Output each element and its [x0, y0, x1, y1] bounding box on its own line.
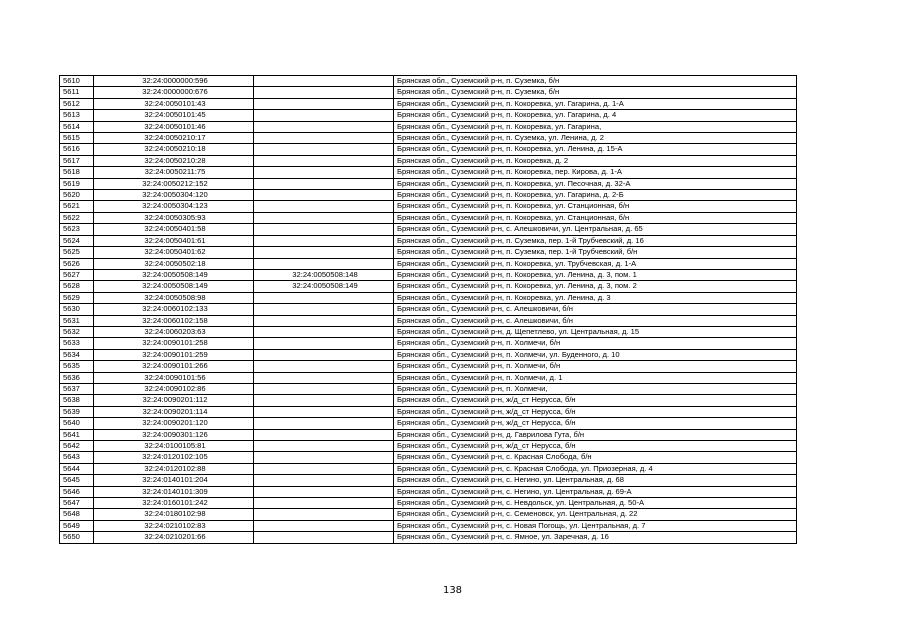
- table-row: [60, 190, 797, 201]
- previous-number-cell: [254, 76, 394, 87]
- address-cell: Брянская обл., Суземский р-н, п. Холмечи, д. 1: [394, 372, 797, 383]
- table-row: [60, 532, 797, 543]
- address-cell: Брянская обл., Суземский р-н, п. Кокоревка, ул. Песочная, д. 32-А: [394, 178, 797, 189]
- previous-number-cell: [254, 235, 394, 246]
- cadastral-number-cell: 32:24:0050210:28: [94, 155, 254, 166]
- row-number-cell: 5631: [60, 315, 94, 326]
- previous-number-cell: [254, 406, 394, 417]
- address-cell: Брянская обл., Суземский р-н, с. Невдольск, ул. Центральная, д. 50-А: [394, 498, 797, 509]
- row-number-cell: 5648: [60, 509, 94, 520]
- cadastral-number-cell: 32:24:0180102:98: [94, 509, 254, 520]
- registry-table-body: [60, 76, 797, 544]
- cadastral-number-cell: 32:24:0210102:83: [94, 520, 254, 531]
- address-cell: Брянская обл., Суземский р-н, ж/д_ст Нерусса, б/н: [394, 395, 797, 406]
- address-cell: Брянская обл., Суземский р-н, ж/д_ст Нерусса, б/н: [394, 418, 797, 429]
- row-number-cell: 5634: [60, 349, 94, 360]
- cadastral-number-cell: 32:24:0100105:81: [94, 441, 254, 452]
- address-cell: Брянская обл., Суземский р-н, п. Холмечи, б/н: [394, 361, 797, 372]
- previous-number-cell: [254, 418, 394, 429]
- table-row: [60, 441, 797, 452]
- cadastral-number-cell: 32:24:0140101:309: [94, 486, 254, 497]
- cadastral-number-cell: 32:24:0090201:120: [94, 418, 254, 429]
- row-number-cell: 5649: [60, 520, 94, 531]
- cadastral-number-cell: 32:24:0160101:242: [94, 498, 254, 509]
- previous-number-cell: [254, 201, 394, 212]
- address-cell: Брянская обл., Суземский р-н, с. Новая Погощь, ул. Центральная, д. 7: [394, 520, 797, 531]
- table-row: [60, 452, 797, 463]
- address-cell: Брянская обл., Суземский р-н, п. Кокоревка, ул. Ленина, д. 3: [394, 292, 797, 303]
- table-row: [60, 326, 797, 337]
- previous-number-cell: [254, 509, 394, 520]
- cadastral-number-cell: 32:24:0050401:58: [94, 224, 254, 235]
- cadastral-number-cell: 32:24:0050212:152: [94, 178, 254, 189]
- row-number-cell: 5642: [60, 441, 94, 452]
- row-number-cell: 5614: [60, 121, 94, 132]
- table-row: [60, 144, 797, 155]
- cadastral-number-cell: 32:24:0090102:86: [94, 383, 254, 394]
- row-number-cell: 5647: [60, 498, 94, 509]
- previous-number-cell: [254, 486, 394, 497]
- row-number-cell: 5622: [60, 212, 94, 223]
- table-row: [60, 258, 797, 269]
- table-row: [60, 395, 797, 406]
- table-row: [60, 406, 797, 417]
- previous-number-cell: [254, 315, 394, 326]
- table-row: [60, 372, 797, 383]
- address-cell: Брянская обл., Суземский р-н, п. Суземка, пер. 1-й Трубчевский, д. 16: [394, 235, 797, 246]
- cadastral-number-cell: 32:24:0090301:126: [94, 429, 254, 440]
- table-row: [60, 281, 797, 292]
- address-cell: Брянская обл., Суземский р-н, п. Суземка, б/н: [394, 76, 797, 87]
- cadastral-number-cell: 32:24:0050101:46: [94, 121, 254, 132]
- table-row: [60, 429, 797, 440]
- row-number-cell: 5610: [60, 76, 94, 87]
- address-cell: Брянская обл., Суземский р-н, п. Кокоревка, ул. Гагарина, д. 1-А: [394, 98, 797, 109]
- previous-number-cell: [254, 532, 394, 543]
- table-row: [60, 304, 797, 315]
- previous-number-cell: [254, 326, 394, 337]
- table-row: [60, 121, 797, 132]
- row-number-cell: 5623: [60, 224, 94, 235]
- cadastral-number-cell: 32:24:0050101:43: [94, 98, 254, 109]
- address-cell: Брянская обл., Суземский р-н, с. Негино, ул. Центральная, д. 68: [394, 475, 797, 486]
- cadastral-number-cell: 32:24:0050210:17: [94, 133, 254, 144]
- cadastral-number-cell: 32:24:0050502:18: [94, 258, 254, 269]
- cadastral-number-cell: 32:24:0090201:112: [94, 395, 254, 406]
- address-cell: Брянская обл., Суземский р-н, п. Кокоревка, ул. Гагарина, д. 4: [394, 110, 797, 121]
- table-row: [60, 87, 797, 98]
- previous-number-cell: [254, 98, 394, 109]
- row-number-cell: 5624: [60, 235, 94, 246]
- table-row: [60, 133, 797, 144]
- cadastral-number-cell: 32:24:0050401:61: [94, 235, 254, 246]
- row-number-cell: 5625: [60, 247, 94, 258]
- previous-number-cell: [254, 338, 394, 349]
- cadastral-number-cell: 32:24:0050101:45: [94, 110, 254, 121]
- previous-number-cell: [254, 361, 394, 372]
- table-row: [60, 520, 797, 531]
- row-number-cell: 5618: [60, 167, 94, 178]
- address-cell: Брянская обл., Суземский р-н, с. Негино, ул. Центральная, д. 69-А: [394, 486, 797, 497]
- cadastral-number-cell: 32:24:0050304:120: [94, 190, 254, 201]
- row-number-cell: 5626: [60, 258, 94, 269]
- previous-number-cell: [254, 498, 394, 509]
- address-cell: Брянская обл., Суземский р-н, п. Кокоревка, ул. Ленина, д. 15-А: [394, 144, 797, 155]
- cadastral-number-cell: 32:24:0050508:149: [94, 281, 254, 292]
- table-row: [60, 475, 797, 486]
- previous-number-cell: [254, 133, 394, 144]
- address-cell: Брянская обл., Суземский р-н, п. Кокоревка, ул. Гагарина, д. 2-Б: [394, 190, 797, 201]
- previous-number-cell: [254, 110, 394, 121]
- row-number-cell: 5640: [60, 418, 94, 429]
- address-cell: Брянская обл., Суземский р-н, с. Алешковичи, б/н: [394, 304, 797, 315]
- previous-number-cell: [254, 121, 394, 132]
- previous-number-cell: [254, 144, 394, 155]
- address-cell: Брянская обл., Суземский р-н, с. Красная Слобода, ул. Приозерная, д. 4: [394, 463, 797, 474]
- table-row: [60, 224, 797, 235]
- previous-number-cell: [254, 520, 394, 531]
- previous-number-cell: [254, 452, 394, 463]
- address-cell: Брянская обл., Суземский р-н, п. Суземка, пер. 1-й Трубчевский, б/н: [394, 247, 797, 258]
- address-cell: Брянская обл., Суземский р-н, п. Суземка, б/н: [394, 87, 797, 98]
- previous-number-cell: [254, 87, 394, 98]
- previous-number-cell: [254, 349, 394, 360]
- cadastral-number-cell: 32:24:0060102:158: [94, 315, 254, 326]
- row-number-cell: 5633: [60, 338, 94, 349]
- table-row: [60, 269, 797, 280]
- table-row: [60, 383, 797, 394]
- address-cell: Брянская обл., Суземский р-н, п. Кокоревка, ул. Трубчевская, д. 1-А: [394, 258, 797, 269]
- row-number-cell: 5638: [60, 395, 94, 406]
- previous-number-cell: [254, 155, 394, 166]
- row-number-cell: 5646: [60, 486, 94, 497]
- row-number-cell: 5637: [60, 383, 94, 394]
- table-row: [60, 315, 797, 326]
- cadastral-number-cell: 32:24:0000000:676: [94, 87, 254, 98]
- table-row: [60, 167, 797, 178]
- cadastral-number-cell: 32:24:0050401:62: [94, 247, 254, 258]
- cadastral-number-cell: 32:24:0090101:259: [94, 349, 254, 360]
- address-cell: Брянская обл., Суземский р-н, п. Кокоревка, ул. Станционная, б/н: [394, 212, 797, 223]
- previous-number-cell: [254, 247, 394, 258]
- address-cell: Брянская обл., Суземский р-н, п. Кокоревка, ул. Ленина, д. 3, пом. 2: [394, 281, 797, 292]
- address-cell: Брянская обл., Суземский р-н, д. Щепетлево, ул. Центральная, д. 15: [394, 326, 797, 337]
- address-cell: Брянская обл., Суземский р-н, с. Алешковичи, б/н: [394, 315, 797, 326]
- table-row: [60, 110, 797, 121]
- previous-number-cell: [254, 304, 394, 315]
- row-number-cell: 5636: [60, 372, 94, 383]
- address-cell: Брянская обл., Суземский р-н, п. Холмечи,: [394, 383, 797, 394]
- table-row: [60, 178, 797, 189]
- cadastral-number-cell: 32:24:0060203:63: [94, 326, 254, 337]
- address-cell: Брянская обл., Суземский р-н, с. Красная Слобода, б/н: [394, 452, 797, 463]
- address-cell: Брянская обл., Суземский р-н, п. Кокоревка, д. 2: [394, 155, 797, 166]
- row-number-cell: 5639: [60, 406, 94, 417]
- row-number-cell: 5616: [60, 144, 94, 155]
- row-number-cell: 5627: [60, 269, 94, 280]
- row-number-cell: 5635: [60, 361, 94, 372]
- table-row: [60, 338, 797, 349]
- previous-number-cell: [254, 212, 394, 223]
- cadastral-number-cell: 32:24:0050305:93: [94, 212, 254, 223]
- address-cell: Брянская обл., Суземский р-н, с. Семеновск, ул. Центральная, д. 22: [394, 509, 797, 520]
- table-row: [60, 463, 797, 474]
- address-cell: Брянская обл., Суземский р-н, п. Кокоревка, пер. Кирова, д. 1-А: [394, 167, 797, 178]
- table-row: [60, 418, 797, 429]
- table-row: [60, 509, 797, 520]
- previous-number-cell: [254, 224, 394, 235]
- table-row: [60, 235, 797, 246]
- address-cell: Брянская обл., Суземский р-н, д. Гаврилова Гута, б/н: [394, 429, 797, 440]
- cadastral-number-cell: 32:24:0090201:114: [94, 406, 254, 417]
- cadastral-number-cell: 32:24:0140101:204: [94, 475, 254, 486]
- property-registry-table: [59, 75, 797, 544]
- previous-number-cell: [254, 429, 394, 440]
- previous-number-cell: [254, 383, 394, 394]
- table-row: [60, 486, 797, 497]
- cadastral-number-cell: 32:24:0090101:56: [94, 372, 254, 383]
- cadastral-number-cell: 32:24:0050508:98: [94, 292, 254, 303]
- cadastral-number-cell: 32:24:0050211:75: [94, 167, 254, 178]
- cadastral-number-cell: 32:24:0050210:18: [94, 144, 254, 155]
- previous-number-cell: [254, 372, 394, 383]
- address-cell: Брянская обл., Суземский р-н, с. Ямное, ул. Заречная, д. 16: [394, 532, 797, 543]
- cadastral-number-cell: 32:24:0050508:149: [94, 269, 254, 280]
- table-row: [60, 292, 797, 303]
- previous-number-cell: 32:24:0050508:149: [254, 281, 394, 292]
- table-row: [60, 155, 797, 166]
- table-row: [60, 212, 797, 223]
- address-cell: Брянская обл., Суземский р-н, п. Кокоревка, ул. Станционная, б/н: [394, 201, 797, 212]
- address-cell: Брянская обл., Суземский р-н, ж/д_ст Нерусса, б/н: [394, 441, 797, 452]
- address-cell: Брянская обл., Суземский р-н, п. Суземка, ул. Ленина, д. 2: [394, 133, 797, 144]
- previous-number-cell: [254, 167, 394, 178]
- table-row: [60, 201, 797, 212]
- row-number-cell: 5619: [60, 178, 94, 189]
- row-number-cell: 5641: [60, 429, 94, 440]
- row-number-cell: 5644: [60, 463, 94, 474]
- previous-number-cell: [254, 441, 394, 452]
- table-row: [60, 247, 797, 258]
- cadastral-number-cell: 32:24:0120102:88: [94, 463, 254, 474]
- page-number: 138: [442, 585, 463, 596]
- address-cell: Брянская обл., Суземский р-н, п. Кокоревка, ул. Ленина, д. 3, пом. 1: [394, 269, 797, 280]
- table-row: [60, 76, 797, 87]
- previous-number-cell: 32:24:0050508:148: [254, 269, 394, 280]
- address-cell: Брянская обл., Суземский р-н, с. Алешковичи, ул. Центральная, д. 65: [394, 224, 797, 235]
- cadastral-number-cell: 32:24:0090101:266: [94, 361, 254, 372]
- previous-number-cell: [254, 395, 394, 406]
- row-number-cell: 5612: [60, 98, 94, 109]
- row-number-cell: 5615: [60, 133, 94, 144]
- previous-number-cell: [254, 190, 394, 201]
- table-row: [60, 98, 797, 109]
- previous-number-cell: [254, 292, 394, 303]
- cadastral-number-cell: 32:24:0060102:133: [94, 304, 254, 315]
- row-number-cell: 5613: [60, 110, 94, 121]
- address-cell: Брянская обл., Суземский р-н, п. Кокоревка, ул. Гагарина,: [394, 121, 797, 132]
- address-cell: Брянская обл., Суземский р-н, п. Холмечи, б/н: [394, 338, 797, 349]
- row-number-cell: 5611: [60, 87, 94, 98]
- table-row: [60, 361, 797, 372]
- row-number-cell: 5621: [60, 201, 94, 212]
- row-number-cell: 5650: [60, 532, 94, 543]
- previous-number-cell: [254, 463, 394, 474]
- row-number-cell: 5630: [60, 304, 94, 315]
- cadastral-number-cell: 32:24:0050304:123: [94, 201, 254, 212]
- cadastral-number-cell: 32:24:0000000:596: [94, 76, 254, 87]
- cadastral-number-cell: 32:24:0210201:66: [94, 532, 254, 543]
- previous-number-cell: [254, 258, 394, 269]
- row-number-cell: 5645: [60, 475, 94, 486]
- row-number-cell: 5632: [60, 326, 94, 337]
- table-row: [60, 498, 797, 509]
- row-number-cell: 5620: [60, 190, 94, 201]
- row-number-cell: 5629: [60, 292, 94, 303]
- row-number-cell: 5617: [60, 155, 94, 166]
- address-cell: Брянская обл., Суземский р-н, п. Холмечи, ул. Буденного, д. 10: [394, 349, 797, 360]
- previous-number-cell: [254, 475, 394, 486]
- cadastral-number-cell: 32:24:0090101:258: [94, 338, 254, 349]
- row-number-cell: 5643: [60, 452, 94, 463]
- table-row: [60, 349, 797, 360]
- cadastral-number-cell: 32:24:0120102:105: [94, 452, 254, 463]
- address-cell: Брянская обл., Суземский р-н, ж/д_ст Нерусса, б/н: [394, 406, 797, 417]
- previous-number-cell: [254, 178, 394, 189]
- row-number-cell: 5628: [60, 281, 94, 292]
